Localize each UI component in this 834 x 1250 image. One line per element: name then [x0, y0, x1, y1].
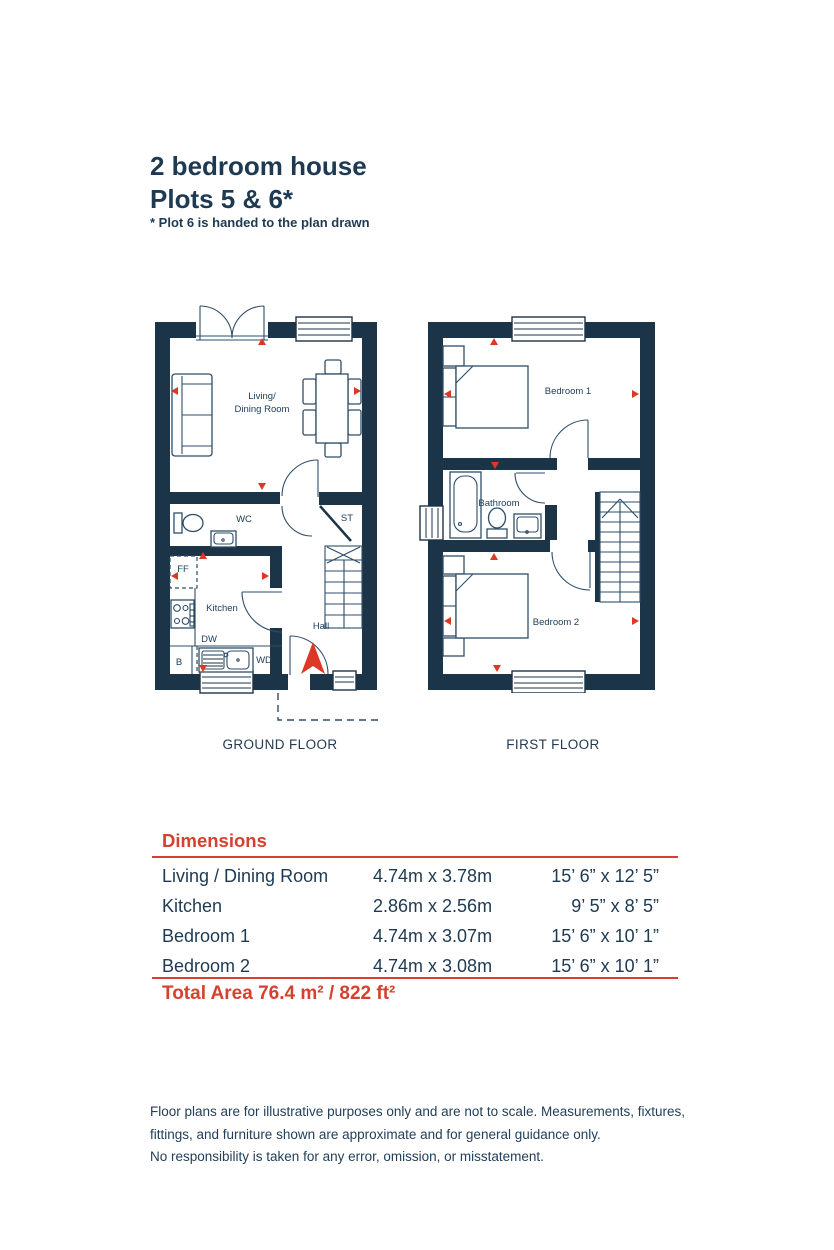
label-living-1: Living/ — [248, 391, 276, 402]
label-wd: WD — [256, 655, 272, 666]
stairs-first-floor — [600, 492, 640, 602]
label-bathroom: Bathroom — [478, 498, 520, 509]
bathroom-toilet — [487, 508, 507, 538]
ground-floor-caption: GROUND FLOOR — [222, 737, 338, 752]
wc-toilet — [174, 513, 203, 533]
room-metric: 4.74m x 3.08m — [373, 956, 493, 976]
label-st: ST — [340, 513, 354, 524]
bathroom-sink — [514, 514, 541, 538]
first-floor-plan — [418, 293, 663, 693]
title-line-1: 2 bedroom house — [150, 151, 367, 181]
french-doors — [196, 306, 268, 340]
wc-sink — [211, 531, 236, 547]
boundary-dashed-line — [278, 693, 380, 720]
label-living-2: Dining Room — [234, 404, 290, 415]
room-name: Bedroom 2 — [162, 956, 251, 976]
room-imperial: 9’ 5” x 8’ 5” — [571, 896, 659, 916]
label-ff: FF — [177, 564, 189, 575]
disclaimer — [150, 1101, 710, 1169]
bed-2 — [443, 556, 528, 656]
plot-note: * Plot 6 is handed to the plan drawn — [150, 215, 370, 230]
label-bedroom-1: Bedroom 1 — [544, 386, 592, 397]
ground-floor-plan — [150, 293, 385, 728]
label-dw: DW — [201, 634, 217, 645]
label-b: B — [175, 657, 183, 668]
first-floor-caption: FIRST FLOOR — [506, 737, 600, 752]
total-area: Total Area 76.4 m² / 822 ft² — [162, 983, 396, 1004]
bathtub — [450, 472, 481, 538]
stairs — [325, 546, 362, 628]
kitchen-sink — [199, 648, 253, 672]
label-wc: WC — [236, 514, 252, 525]
room-imperial: 15’ 6” x 10’ 1” — [551, 926, 659, 946]
entrance-arrow — [301, 642, 325, 674]
divider-bottom — [152, 977, 678, 979]
room-name: Bedroom 1 — [162, 926, 251, 946]
room-metric: 2.86m x 2.56m — [373, 896, 493, 916]
table-row — [152, 892, 678, 922]
room-metric: 4.74m x 3.78m — [373, 866, 493, 886]
kitchen-hob — [171, 588, 195, 646]
disclaimer-line-1: Floor plans are for illustrative purposes only and are not to scale. Measurements, fixtures, — [150, 1104, 686, 1119]
bed-1 — [443, 346, 528, 428]
disclaimer-line-2: fittings, and furniture shown are approximate and for general guidance only. — [150, 1126, 601, 1142]
room-name: Living / Dining Room — [162, 866, 329, 886]
disclaimer-line-3: No responsibility is taken for any error, omission, or misstatement. — [150, 1149, 544, 1164]
title-line-2: Plots 5 & 6* — [150, 184, 294, 214]
page-title — [150, 150, 367, 216]
label-kitchen: Kitchen — [206, 603, 238, 614]
room-name: Kitchen — [162, 896, 223, 916]
label-hall: Hall — [312, 621, 330, 632]
sofa — [172, 374, 212, 456]
dining-table — [303, 360, 361, 457]
table-row — [152, 862, 678, 892]
room-metric: 4.74m x 3.07m — [373, 926, 493, 946]
room-imperial: 15’ 6” x 12’ 5” — [551, 866, 659, 886]
divider-top — [152, 856, 678, 858]
room-imperial: 15’ 6” x 10’ 1” — [551, 956, 659, 976]
table-row — [152, 922, 678, 952]
label-bedroom-2: Bedroom 2 — [532, 617, 580, 628]
dimensions-title: Dimensions — [162, 830, 267, 851]
